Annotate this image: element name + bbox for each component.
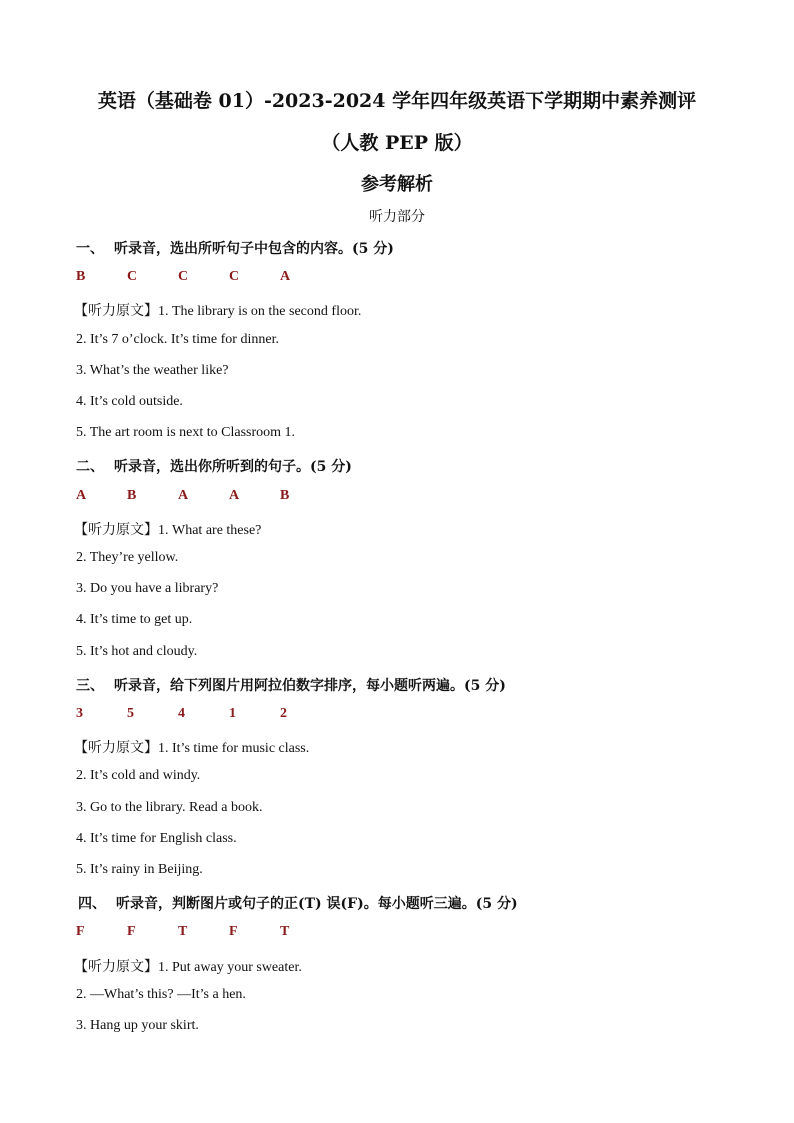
answer-item: C	[127, 269, 138, 285]
document-title: 英语（基础卷 01）-2023-2024 学年四年级英语下学期期中素养测评	[97, 90, 697, 112]
transcript-line	[76, 768, 200, 784]
transcript-text: 3. Go to the library. Read a book.	[76, 799, 263, 815]
answer-item: A	[280, 269, 291, 285]
section-instruction: 听录音，选出所听句子中包含的内容。(5 分)	[114, 241, 394, 257]
transcript-text: 2. It’s cold and windy.	[76, 768, 201, 784]
transcript-text: 2. —What’s this? —It’s a hen.	[76, 986, 246, 1002]
answer-item: T	[178, 924, 188, 940]
section-heading	[76, 456, 352, 476]
section-heading	[76, 675, 506, 695]
transcript-first-line	[74, 956, 302, 976]
transcript-tag: 【听力原文】	[74, 958, 158, 975]
answer-item: B	[127, 487, 137, 503]
transcript-tag: 【听力原文】	[74, 303, 158, 320]
answer-key	[76, 706, 331, 722]
answer-item: B	[76, 269, 86, 285]
transcript-line	[76, 987, 246, 1003]
transcript-line	[76, 862, 203, 878]
answer-item: 4	[178, 706, 185, 721]
answer-key	[76, 488, 331, 504]
document-edition: （人教 PEP 版）	[321, 132, 473, 154]
transcript-text: 1. What are these?	[158, 522, 262, 538]
transcript-first-line	[74, 737, 309, 757]
transcript-text: 2. It’s 7 o’clock. It’s time for dinner.	[76, 331, 279, 347]
document-heading: 参考解析	[361, 174, 433, 195]
part-title: 听力部分	[369, 209, 425, 225]
transcript-text: 1. Put away your sweater.	[158, 959, 302, 975]
transcript-line	[76, 1018, 199, 1034]
answer-item: 1	[229, 706, 236, 721]
transcript-text: 5. The art room is next to Classroom 1.	[76, 425, 296, 441]
transcript-text: 4. It’s cold outside.	[76, 394, 183, 409]
answer-item: 2	[280, 706, 287, 721]
answer-item: C	[178, 269, 189, 285]
answer-item: A	[178, 487, 189, 503]
answer-item: T	[280, 924, 290, 940]
transcript-line	[76, 550, 178, 566]
section-heading	[76, 238, 394, 258]
transcript-line	[76, 394, 183, 410]
transcript-line	[76, 363, 229, 379]
answer-item: F	[127, 924, 136, 940]
answer-item: A	[76, 487, 87, 503]
answer-item: F	[229, 924, 238, 940]
transcript-first-line	[74, 519, 261, 539]
transcript-line	[76, 332, 279, 348]
transcript-tag: 【听力原文】	[74, 740, 158, 757]
transcript-text: 1. It’s time for music class.	[158, 741, 310, 757]
transcript-text: 3. Hang up your skirt.	[76, 1018, 199, 1033]
answer-item: B	[280, 487, 290, 503]
section-instruction: 听录音，给下列图片用阿拉伯数字排序，每小题听两遍。(5 分)	[114, 677, 506, 694]
section-instruction: 听录音，判断图片或句子的正(T) 误(F)。每小题听三遍。(5 分)	[116, 896, 518, 913]
transcript-text: 2. They’re yellow.	[76, 550, 179, 565]
transcript-line	[76, 581, 218, 597]
transcript-first-line	[74, 300, 361, 320]
transcript-text: 5. It’s rainy in Beijing.	[76, 862, 203, 877]
section-number: 一、	[76, 241, 104, 257]
answer-item: 5	[127, 706, 134, 721]
answer-item: F	[76, 924, 85, 940]
section-number: 三、	[76, 677, 104, 694]
transcript-line	[76, 425, 295, 441]
answer-key	[76, 269, 331, 285]
section-number: 四、	[78, 896, 106, 913]
transcript-line	[76, 644, 197, 660]
transcript-text: 4. It’s time to get up.	[76, 612, 193, 628]
answer-item: A	[229, 487, 240, 503]
transcript-text: 5. It’s hot and cloudy.	[76, 643, 198, 659]
answer-key	[76, 924, 331, 940]
transcript-text: 1. The library is on the second floor.	[158, 304, 362, 320]
transcript-tag: 【听力原文】	[74, 521, 158, 538]
section-heading	[78, 893, 518, 913]
transcript-line	[76, 800, 263, 816]
transcript-text: 4. It’s time for English class.	[76, 830, 237, 846]
answer-item: C	[229, 269, 240, 285]
transcript-text: 3. What’s the weather like?	[76, 362, 229, 378]
section-instruction: 听录音，选出你所听到的句子。(5 分)	[114, 459, 352, 476]
section-number: 二、	[76, 459, 104, 476]
transcript-text: 3. Do you have a library?	[76, 581, 219, 597]
transcript-line	[76, 612, 192, 628]
answer-item: 3	[76, 706, 83, 721]
transcript-line	[76, 831, 237, 847]
